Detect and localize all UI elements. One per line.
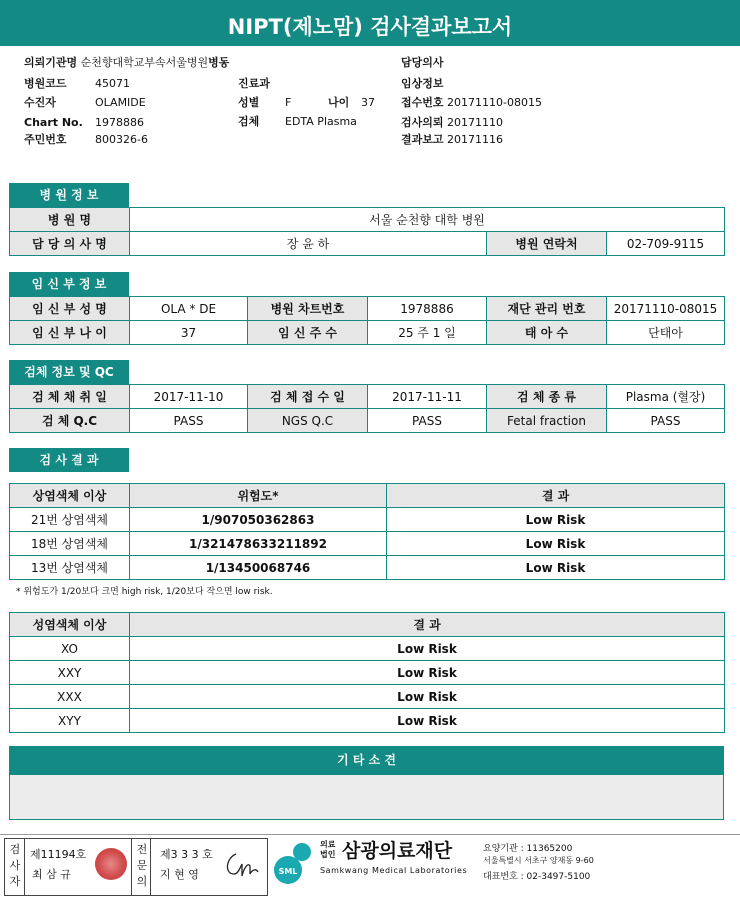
- tester-number: 제11194호: [30, 848, 87, 861]
- sex-type: XXX: [10, 685, 130, 709]
- doctor-name-value: 장 윤 하: [130, 232, 487, 256]
- autosome-type: 18번 상염색체: [10, 532, 130, 556]
- section-specimen-info: 검체 정보 및 QC: [9, 360, 129, 384]
- pregnant-info-table: [9, 296, 725, 345]
- seal-stamp-icon: [95, 848, 127, 880]
- sex-chromosome-table: [9, 612, 725, 733]
- logo-name: 삼광의료재단: [342, 840, 453, 862]
- hospital-name-value: 서울 순천향 대학 병원: [130, 208, 725, 232]
- specimen-type-value: Plasma (혈장): [607, 385, 725, 409]
- request-label: 검사의뢰: [401, 116, 444, 129]
- report-value: 20171116: [447, 133, 504, 146]
- header-code: [24, 77, 67, 90]
- autosome-header-type: 상염색체 이상: [10, 484, 130, 508]
- section-hospital-info: 병 원 정 보: [9, 183, 129, 207]
- table-row: [10, 637, 725, 661]
- sex-result: Low Risk: [130, 637, 725, 661]
- code-value: 45071: [95, 77, 130, 90]
- hospital-phone-value: 02-709-9115: [607, 232, 725, 256]
- autosome-results-table: [9, 483, 725, 580]
- sex-result: Low Risk: [130, 661, 725, 685]
- ngs-qc-value: PASS: [368, 409, 487, 433]
- org-address: 서울특별시 서초구 양재동 9-60: [483, 856, 594, 865]
- ngs-qc-label: NGS Q.C: [248, 409, 368, 433]
- pregnant-weeks-label: 임 신 주 수: [248, 321, 368, 345]
- patient-label: 수진자: [24, 96, 56, 109]
- specimen-qc-label: 검 체 Q.C: [10, 409, 130, 433]
- sex-value: F: [285, 96, 292, 109]
- hospital-phone-label: 병원 연락처: [487, 232, 607, 256]
- logo-prefix: 의료법인: [320, 840, 336, 859]
- fetal-fraction-label: Fetal fraction: [487, 409, 607, 433]
- autosome-result: Low Risk: [387, 508, 725, 532]
- pregnant-fetus-value: 단태아: [607, 321, 725, 345]
- tester-label: 검사자: [9, 843, 21, 888]
- rrn-label: 주민번호: [24, 133, 67, 146]
- specialist-name: 지 현 영: [160, 868, 199, 881]
- section-pregnant-info: 임 신 부 정 보: [9, 272, 129, 296]
- chart-value: 1978886: [95, 116, 144, 129]
- org-number: 요양기관 : 11365200: [483, 844, 573, 854]
- sex-result: Low Risk: [130, 709, 725, 733]
- specimen-qc-value: PASS: [130, 409, 248, 433]
- pregnant-chart-label: 병원 차트번호: [248, 297, 368, 321]
- rrn-value: 800326-6: [95, 133, 148, 146]
- fetal-fraction-value: PASS: [607, 409, 725, 433]
- hospital-info-table: [9, 207, 725, 256]
- pregnant-weeks-value: 25 주 1 일: [368, 321, 487, 345]
- hospital-name-label: 병 원 명: [10, 208, 130, 232]
- sex-header-result: 결 과: [130, 613, 725, 637]
- other-findings-box: [9, 775, 724, 820]
- dept-label: 진료과: [238, 77, 270, 90]
- pregnant-name-label: 임 신 부 성 명: [10, 297, 130, 321]
- clinical-label: 임상정보: [401, 77, 444, 90]
- report-title: NIPT(제노맘) 검사결과보고서: [0, 0, 740, 46]
- specimen-label: 검체: [238, 115, 260, 128]
- specialist-label: 전문의: [136, 843, 148, 888]
- doctor-name-label: 담 당 의 사 명: [10, 232, 130, 256]
- specimen-info-table: [9, 384, 725, 433]
- age-label: 나이: [328, 96, 350, 109]
- hospital-value: 순천향대학교부속서울병원: [80, 56, 209, 69]
- collect-date-label: 검 체 채 취 일: [10, 385, 130, 409]
- report-label: 결과보고: [401, 133, 444, 146]
- hospital-label: 의뢰기관명: [24, 56, 78, 69]
- sex-label: 성별: [238, 96, 260, 109]
- table-row: [10, 661, 725, 685]
- signature-icon: [222, 846, 262, 882]
- section-results: 검 사 결 과: [9, 448, 129, 472]
- header-hospital: [24, 56, 229, 69]
- doctor-label: 담당의사: [401, 56, 444, 69]
- autosome-header-result: 결 과: [387, 484, 725, 508]
- autosome-result: Low Risk: [387, 556, 725, 580]
- table-row: [10, 508, 725, 532]
- table-row: [10, 685, 725, 709]
- table-row: [10, 556, 725, 580]
- pregnant-age-label: 임 신 부 나 이: [10, 321, 130, 345]
- risk-note: * 위험도가 1/20보다 크면 high risk, 1/20보다 작으면 low risk.: [16, 587, 273, 597]
- specialist-number: 제3 3 3 호: [160, 848, 213, 861]
- pregnant-age-value: 37: [130, 321, 248, 345]
- age-value: 37: [361, 96, 375, 109]
- autosome-type: 21번 상염색체: [10, 508, 130, 532]
- patient-value: OLAMIDE: [95, 96, 146, 109]
- receive-date-label: 검 체 접 수 일: [248, 385, 368, 409]
- receipt-value: 20171110-08015: [447, 96, 542, 109]
- sml-logo-icon: [272, 838, 318, 886]
- ward-label: 병동: [208, 56, 230, 69]
- autosome-risk: 1/321478633211892: [130, 532, 387, 556]
- autosome-result: Low Risk: [387, 532, 725, 556]
- table-row: [10, 532, 725, 556]
- logo-english: Samkwang Medical Laboratories: [320, 866, 468, 875]
- section-other-findings: 기 타 소 견: [9, 746, 724, 775]
- specimen-value: EDTA Plasma: [285, 115, 357, 128]
- pregnant-name-value: OLA * DE: [130, 297, 248, 321]
- sex-type: XO: [10, 637, 130, 661]
- receipt-label: 접수번호: [401, 96, 444, 109]
- pregnant-mgmt-value: 20171110-08015: [607, 297, 725, 321]
- receive-date-value: 2017-11-11: [368, 385, 487, 409]
- autosome-risk: 1/13450068746: [130, 556, 387, 580]
- specimen-type-label: 검 체 종 류: [487, 385, 607, 409]
- sex-result: Low Risk: [130, 685, 725, 709]
- collect-date-value: 2017-11-10: [130, 385, 248, 409]
- chart-label: Chart No.: [24, 116, 83, 129]
- sex-type: XYY: [10, 709, 130, 733]
- logo-badge-text: SML: [278, 867, 298, 876]
- table-row: [10, 709, 725, 733]
- autosome-header-risk: 위험도*: [130, 484, 387, 508]
- sex-header-type: 성염색체 이상: [10, 613, 130, 637]
- org-phone: 대표번호 : 02-3497-5100: [483, 872, 591, 882]
- autosome-type: 13번 상염색체: [10, 556, 130, 580]
- code-label: 병원코드: [24, 77, 67, 90]
- pregnant-mgmt-label: 재단 관리 번호: [487, 297, 607, 321]
- pregnant-fetus-label: 태 아 수: [487, 321, 607, 345]
- tester-name: 최 삼 규: [32, 868, 71, 881]
- request-value: 20171110: [447, 116, 504, 129]
- pregnant-chart-value: 1978886: [368, 297, 487, 321]
- autosome-risk: 1/907050362863: [130, 508, 387, 532]
- sex-type: XXY: [10, 661, 130, 685]
